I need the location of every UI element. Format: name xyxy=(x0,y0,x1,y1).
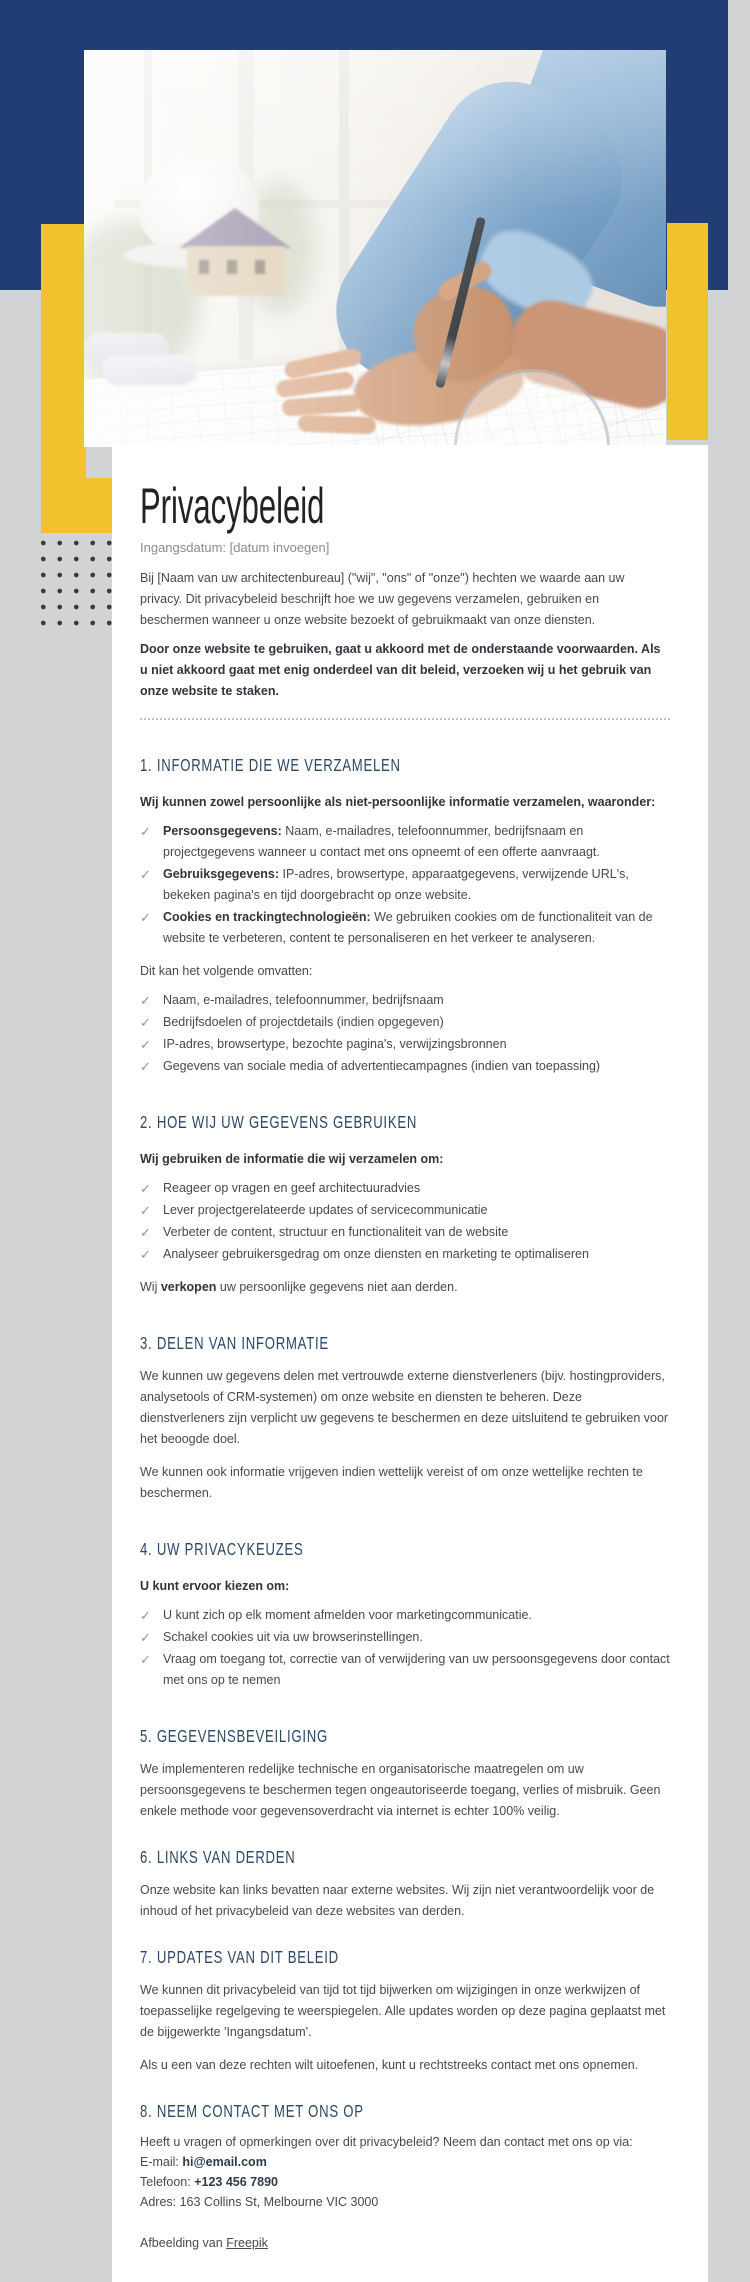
section-lead: U kunt ervoor kiezen om: xyxy=(140,1579,290,1593)
yellow-accent-bar-left xyxy=(41,224,86,533)
list-item: ✓ Analyseer gebruikersgedrag om onze diensten en marketing te optimaliseren xyxy=(140,1244,670,1265)
check-icon: ✓ xyxy=(140,910,151,925)
section-heading: 5. GEGEVENSBEVEILIGING xyxy=(140,1726,328,1746)
check-icon: ✓ xyxy=(140,993,151,1008)
section-updates-van-dit-beleid xyxy=(140,1946,670,2076)
section-paragraph: We kunnen dit privacybeleid van tijd tot tijd bijwerken om wijzigingen in onze werkwijzen of toepasselijke regelgeving te weerspiegelen. Alle updates worden op deze pagina geplaatst met de bijgewerkte 'Ingangsdatum'. xyxy=(140,1983,666,2039)
list-item: ✓ Lever projectgerelateerde updates of servicecommunicatie xyxy=(140,1200,670,1221)
list-item: ✓ Naam, e-mailadres, telefoonnummer, bedrijfsnaam xyxy=(140,990,670,1011)
section-neem-contact-met-ons-op xyxy=(140,2100,670,2211)
yellow-accent-bar-left-foot xyxy=(86,478,113,533)
list-item: ✓ Bedrijfsdoelen of projectdetails (indien opgegeven) xyxy=(140,1012,670,1033)
list-item: ✓ Cookies en trackingtechnologieën: We gebruiken cookies om de functionaliteit van de website te verbeteren, content te personaliseren en het verkeer te analyseren. xyxy=(140,907,670,949)
check-icon: ✓ xyxy=(140,824,151,839)
phone-number: +123 456 7890 xyxy=(194,2175,278,2189)
section-paragraph: We implementeren redelijke technische en organisatorische maatregelen om uw persoonsgegevens te beschermen tegen ongeautoriseerde toegang, verlies of misbruik. Geen enkele methode voor gegevensoverdracht via internet is echter 100% veilig. xyxy=(140,1762,661,1818)
section-heading: 3. DELEN VAN INFORMATIE xyxy=(140,1333,329,1353)
list-item: ✓ Gegevens van sociale media of advertentiecampagnes (indien van toepassing) xyxy=(140,1056,670,1077)
check-list xyxy=(140,990,670,1077)
list-item: ✓ IP-adres, browsertype, bezochte pagina's, verwijzingsbronnen xyxy=(140,1034,670,1055)
check-list xyxy=(140,821,670,949)
contact-email-line: E-mail: hi@email.com xyxy=(140,2155,267,2169)
section-paragraph: We kunnen ook informatie vrijgeven indien wettelijk vereist of om onze wettelijke rechten te beschermen. xyxy=(140,1465,643,1500)
list-item: ✓ U kunt zich op elk moment afmelden voor marketingcommunicatie. xyxy=(140,1605,670,1626)
content-card xyxy=(112,445,708,2282)
section-paragraph: Onze website kan links bevatten naar externe websites. Wij zijn niet verantwoordelijk voor de inhoud of het privacybeleid van deze websites van derden. xyxy=(140,1883,655,1918)
section-sublabel: Dit kan het volgende omvatten: xyxy=(140,964,313,978)
list-item: ✓ Schakel cookies uit via uw browserinstellingen. xyxy=(140,1627,670,1648)
section-heading: 4. UW PRIVACYKEUZES xyxy=(140,1539,304,1559)
section-lead: Wij kunnen zowel persoonlijke als niet-persoonlijke informatie verzamelen, waaronder: xyxy=(140,795,656,809)
check-icon: ✓ xyxy=(140,1225,151,1240)
check-icon: ✓ xyxy=(140,1630,151,1645)
contact-intro: Heeft u vragen of opmerkingen over dit privacybeleid? Neem dan contact met ons op via: xyxy=(140,2135,633,2149)
contact-phone-line: Telefoon: +123 456 7890 xyxy=(140,2175,278,2189)
section-paragraph: We kunnen uw gegevens delen met vertrouwde externe dienstverleners (bijv. hostingproviders, analysetools of CRM-systemen) om onze website en diensten te beheren. Deze dienstverleners zijn verplicht uw gegevens te beschermen en deze uitsluitend te gebruiken voor het beoogde doel. xyxy=(140,1369,669,1446)
check-list xyxy=(140,1178,670,1265)
check-icon: ✓ xyxy=(140,1247,151,1262)
white-overlay xyxy=(84,50,666,447)
section-paragraph: Als u een van deze rechten wilt uitoefenen, kunt u rechtstreeks contact met ons opnemen. xyxy=(140,2058,639,2072)
list-item: ✓ Verbeter de content, structuur en functionaliteit van de website xyxy=(140,1222,670,1243)
list-item: ✓ Reageer op vragen en geef architectuuradvies xyxy=(140,1178,670,1199)
section-uw-privacykeuzes xyxy=(140,1538,670,1691)
list-item: ✓ Gebruiksgegevens: IP-adres, browsertype, apparaatgegevens, verwijzende URL's, bekeken pagina's en tijd doorgebracht op onze website. xyxy=(140,864,670,906)
list-item: ✓ Persoonsgegevens: Naam, e-mailadres, telefoonnummer, bedrijfsnaam en projectgegevens wanneer u contact met ons opneemt of een offerte aanvraagt. xyxy=(140,821,670,863)
section-informatie-die-we-verzamelen xyxy=(140,754,670,1077)
yellow-accent-bar-right xyxy=(667,223,708,440)
section-gegevensbeveiliging xyxy=(140,1725,670,1822)
image-credit: Afbeelding van Freepik xyxy=(140,2236,268,2250)
intro-paragraph: Bij [Naam van uw architectenbureau] ("wij", "ons" of "onze") hechten we waarde aan uw privacy. Dit privacybeleid beschrijft hoe we uw gegevens verzamelen, gebruiken en beschermen wanneer u onze website bezoekt of gebruikmaakt van onze diensten. xyxy=(140,571,625,627)
check-icon: ✓ xyxy=(140,1181,151,1196)
check-icon: ✓ xyxy=(140,1015,151,1030)
section-heading: 7. UPDATES VAN DIT BELEID xyxy=(140,1947,339,1967)
section-heading: 8. NEEM CONTACT MET ONS OP xyxy=(140,2101,364,2121)
list-item: ✓ Vraag om toegang tot, correctie van of verwijdering van uw persoonsgegevens door contact met ons op te nemen xyxy=(140,1649,670,1691)
section-links-van-derden xyxy=(140,1846,670,1922)
hero-image xyxy=(84,50,666,447)
intro-agreement-paragraph: Door onze website te gebruiken, gaat u akkoord met de onderstaande voorwaarden. Als u niet akkoord gaat met enig onderdeel van dit beleid, verzoeken wij u het gebruik van onze website te staken. xyxy=(140,642,661,698)
check-list xyxy=(140,1605,670,1691)
freepik-link[interactable]: Freepik xyxy=(226,2236,268,2250)
contact-address-line: Adres: 163 Collins St, Melbourne VIC 3000 xyxy=(140,2195,379,2209)
check-icon: ✓ xyxy=(140,1652,151,1667)
effective-date: Ingangsdatum: [datum invoegen] xyxy=(140,540,330,555)
no-sell-statement: Wij verkopen uw persoonlijke gegevens niet aan derden. xyxy=(140,1280,458,1294)
email-link[interactable]: hi@email.com xyxy=(182,2155,267,2169)
check-icon: ✓ xyxy=(140,1608,151,1623)
section-delen-van-informatie xyxy=(140,1332,670,1504)
section-heading: 1. INFORMATIE DIE WE VERZAMELEN xyxy=(140,755,401,775)
check-icon: ✓ xyxy=(140,867,151,882)
section-lead: Wij gebruiken de informatie die wij verzamelen om: xyxy=(140,1152,444,1166)
section-heading: 2. HOE WIJ UW GEGEVENS GEBRUIKEN xyxy=(140,1112,418,1132)
section-heading: 6. LINKS VAN DERDEN xyxy=(140,1847,296,1867)
section-hoe-wij-uw-gegevens-gebruiken xyxy=(140,1111,670,1298)
dotted-divider xyxy=(140,718,670,720)
page-title: Privacybeleid xyxy=(140,478,325,534)
check-icon: ✓ xyxy=(140,1203,151,1218)
check-icon: ✓ xyxy=(140,1059,151,1074)
check-icon: ✓ xyxy=(140,1037,151,1052)
